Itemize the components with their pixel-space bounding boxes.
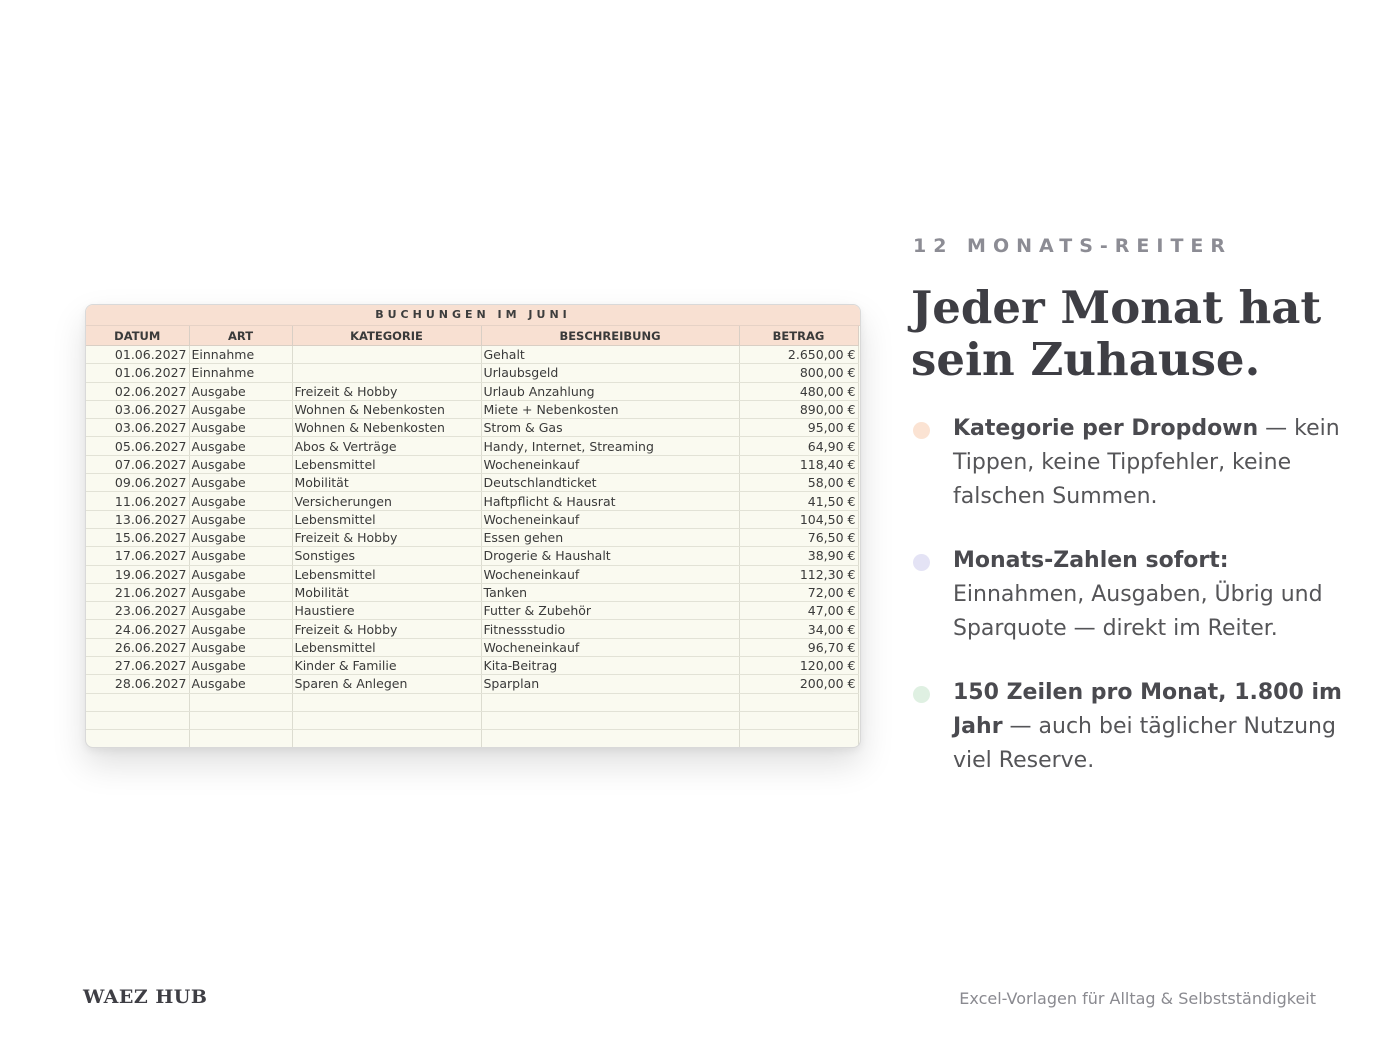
feature-text: Einnahmen, Ausgaben, Übrig und Sparquote — direkt im Reiter. (953, 582, 1323, 641)
footer-tagline: Excel-Vorlagen für Alltag & Selbstständigkeit (959, 989, 1316, 1008)
bullet-dot-icon (913, 554, 930, 571)
column-header-datum: DATUM (86, 326, 189, 346)
cell-art[interactable] (189, 693, 292, 711)
cell-datum[interactable]: 17.06.2027 (86, 547, 189, 565)
cell-kategorie[interactable]: Lebensmittel (292, 510, 481, 528)
cell-betrag[interactable]: 58,00 € (739, 474, 858, 492)
cell-kategorie[interactable] (292, 693, 481, 711)
feature-title: 150 Zeilen pro Monat, 1.800 im Jahr (953, 680, 1342, 739)
table-row (86, 583, 858, 601)
cell-art[interactable]: Ausgabe (189, 638, 292, 656)
table-row (86, 675, 858, 693)
table-row (86, 547, 858, 565)
cell-datum[interactable]: 24.06.2027 (86, 620, 189, 638)
cell-art[interactable]: Einnahme (189, 364, 292, 382)
cell-datum[interactable] (86, 711, 189, 729)
cell-betrag[interactable]: 64,90 € (739, 437, 858, 455)
table-row (86, 437, 858, 455)
cell-datum[interactable]: 01.06.2027 (86, 346, 189, 364)
cell-datum[interactable]: 27.06.2027 (86, 657, 189, 675)
cell-beschreibung[interactable]: Tanken (481, 583, 739, 601)
column-header-kategorie: KATEGORIE (292, 326, 481, 346)
table-row (86, 602, 858, 620)
column-header-art: ART (189, 326, 292, 346)
cell-kategorie[interactable]: Lebensmittel (292, 638, 481, 656)
cell-beschreibung[interactable]: Drogerie & Haushalt (481, 547, 739, 565)
cell-art[interactable]: Ausgabe (189, 400, 292, 418)
cell-beschreibung[interactable]: Urlaub Anzahlung (481, 382, 739, 400)
cell-betrag[interactable]: 95,00 € (739, 419, 858, 437)
cell-kategorie[interactable] (292, 730, 481, 748)
cell-beschreibung[interactable]: Gehalt (481, 346, 739, 364)
table-row (86, 620, 858, 638)
cell-beschreibung[interactable]: Kita-Beitrag (481, 657, 739, 675)
cell-betrag[interactable]: 120,00 € (739, 657, 858, 675)
cell-art[interactable]: Ausgabe (189, 474, 292, 492)
column-header-betrag: BETRAG (739, 326, 858, 346)
feature-list (913, 412, 1353, 808)
cell-datum[interactable] (86, 693, 189, 711)
cell-beschreibung[interactable]: Wocheneinkauf (481, 510, 739, 528)
table-row (86, 382, 858, 400)
cell-kategorie[interactable]: Wohnen & Nebenkosten (292, 400, 481, 418)
cell-beschreibung[interactable]: Urlaubsgeld (481, 364, 739, 382)
table-row (86, 364, 858, 382)
cell-betrag[interactable]: 34,00 € (739, 620, 858, 638)
table-row (86, 730, 858, 748)
cell-art[interactable]: Ausgabe (189, 419, 292, 437)
cell-kategorie[interactable]: Kinder & Familie (292, 657, 481, 675)
cell-kategorie[interactable] (292, 711, 481, 729)
cell-beschreibung[interactable]: Essen gehen (481, 528, 739, 546)
cell-betrag[interactable]: 104,50 € (739, 510, 858, 528)
cell-beschreibung[interactable]: Haftpflicht & Hausrat (481, 492, 739, 510)
cell-betrag[interactable]: 890,00 € (739, 400, 858, 418)
cell-datum[interactable]: 13.06.2027 (86, 510, 189, 528)
table-row (86, 419, 858, 437)
feature-title: Monats-Zahlen sofort: (953, 548, 1229, 573)
cell-datum[interactable]: 23.06.2027 (86, 602, 189, 620)
cell-betrag[interactable]: 112,30 € (739, 565, 858, 583)
cell-kategorie[interactable]: Wohnen & Nebenkosten (292, 419, 481, 437)
cell-art[interactable]: Ausgabe (189, 510, 292, 528)
table-row (86, 657, 858, 675)
table-body (86, 346, 858, 749)
cell-art[interactable]: Ausgabe (189, 547, 292, 565)
cell-art[interactable]: Ausgabe (189, 528, 292, 546)
cell-betrag[interactable]: 41,50 € (739, 492, 858, 510)
cell-kategorie[interactable]: Sparen & Anlegen (292, 675, 481, 693)
cell-beschreibung[interactable]: Fitnessstudio (481, 620, 739, 638)
cell-beschreibung[interactable]: Futter & Zubehör (481, 602, 739, 620)
cell-betrag[interactable]: 38,90 € (739, 547, 858, 565)
cell-kategorie[interactable]: Freizeit & Hobby (292, 382, 481, 400)
feature-text: — auch bei täglicher Nutzung viel Reserve. (953, 714, 1336, 773)
cell-kategorie[interactable] (292, 346, 481, 364)
cell-datum[interactable]: 15.06.2027 (86, 528, 189, 546)
cell-kategorie[interactable]: Freizeit & Hobby (292, 620, 481, 638)
cell-betrag[interactable]: 2.650,00 € (739, 346, 858, 364)
cell-kategorie[interactable]: Abos & Verträge (292, 437, 481, 455)
cell-betrag[interactable] (739, 693, 858, 711)
table-row (86, 565, 858, 583)
column-header-beschreibung: BESCHREIBUNG (481, 326, 739, 346)
cell-betrag[interactable] (739, 730, 858, 748)
cell-kategorie[interactable]: Sonstiges (292, 547, 481, 565)
cell-betrag[interactable]: 96,70 € (739, 638, 858, 656)
cell-art[interactable] (189, 730, 292, 748)
cell-art[interactable]: Ausgabe (189, 583, 292, 601)
cell-beschreibung[interactable] (481, 711, 739, 729)
headline: Jeder Monat hat sein Zuhause. (911, 281, 1322, 386)
cell-datum[interactable]: 07.06.2027 (86, 455, 189, 473)
cell-beschreibung[interactable]: Wocheneinkauf (481, 638, 739, 656)
cell-beschreibung[interactable] (481, 693, 739, 711)
cell-datum[interactable]: 11.06.2027 (86, 492, 189, 510)
cell-datum[interactable] (86, 730, 189, 748)
cell-beschreibung[interactable] (481, 730, 739, 748)
cell-datum[interactable]: 28.06.2027 (86, 675, 189, 693)
cell-beschreibung[interactable]: Strom & Gas (481, 419, 739, 437)
cell-art[interactable]: Einnahme (189, 346, 292, 364)
cell-datum[interactable]: 26.06.2027 (86, 638, 189, 656)
cell-datum[interactable]: 05.06.2027 (86, 437, 189, 455)
cell-datum[interactable]: 03.06.2027 (86, 419, 189, 437)
table-row (86, 474, 858, 492)
cell-art[interactable]: Ausgabe (189, 455, 292, 473)
cell-art[interactable]: Ausgabe (189, 382, 292, 400)
cell-art[interactable]: Ausgabe (189, 602, 292, 620)
table-row (86, 638, 858, 656)
cell-kategorie[interactable]: Lebensmittel (292, 565, 481, 583)
feature-text: — kein Tippen, keine Tippfehler, keine falschen Summen. (953, 416, 1340, 509)
section-kicker: 12 MONATS-REITER (913, 235, 1233, 257)
sheet-title: BUCHUNGEN IM JUNI (86, 305, 860, 326)
brand-logo-text: WAEZ HUB (83, 986, 208, 1008)
cell-kategorie[interactable]: Mobilität (292, 474, 481, 492)
table-row (86, 711, 858, 729)
cell-art[interactable] (189, 711, 292, 729)
cell-art[interactable]: Ausgabe (189, 437, 292, 455)
cell-beschreibung[interactable]: Handy, Internet, Streaming (481, 437, 739, 455)
cell-datum[interactable]: 21.06.2027 (86, 583, 189, 601)
cell-kategorie[interactable]: Haustiere (292, 602, 481, 620)
cell-kategorie[interactable]: Versicherungen (292, 492, 481, 510)
feature-title: Kategorie per Dropdown (953, 416, 1259, 441)
cell-betrag[interactable]: 480,00 € (739, 382, 858, 400)
cell-kategorie[interactable] (292, 364, 481, 382)
cell-datum[interactable]: 09.06.2027 (86, 474, 189, 492)
cell-datum[interactable]: 19.06.2027 (86, 565, 189, 583)
cell-datum[interactable]: 02.06.2027 (86, 382, 189, 400)
cell-beschreibung[interactable]: Deutschlandticket (481, 474, 739, 492)
cell-art[interactable]: Ausgabe (189, 492, 292, 510)
cell-betrag[interactable]: 118,40 € (739, 455, 858, 473)
bullet-dot-icon (913, 686, 930, 703)
cell-art[interactable]: Ausgabe (189, 565, 292, 583)
cell-art[interactable]: Ausgabe (189, 675, 292, 693)
cell-betrag[interactable]: 47,00 € (739, 602, 858, 620)
cell-datum[interactable]: 03.06.2027 (86, 400, 189, 418)
cell-beschreibung[interactable]: Wocheneinkauf (481, 455, 739, 473)
table-header-row (86, 326, 858, 346)
cell-kategorie[interactable]: Lebensmittel (292, 455, 481, 473)
bookings-table (86, 326, 859, 748)
feature-item-rows (913, 676, 1353, 778)
cell-beschreibung[interactable]: Miete + Nebenkosten (481, 400, 739, 418)
spreadsheet-preview (85, 304, 861, 748)
cell-betrag[interactable]: 200,00 € (739, 675, 858, 693)
cell-beschreibung[interactable]: Wocheneinkauf (481, 565, 739, 583)
feature-item-monthly-figures (913, 544, 1353, 646)
cell-art[interactable]: Ausgabe (189, 620, 292, 638)
table-row (86, 528, 858, 546)
cell-art[interactable]: Ausgabe (189, 657, 292, 675)
feature-item-dropdown (913, 412, 1353, 514)
cell-betrag[interactable]: 72,00 € (739, 583, 858, 601)
cell-betrag[interactable] (739, 711, 858, 729)
cell-beschreibung[interactable]: Sparplan (481, 675, 739, 693)
cell-kategorie[interactable]: Mobilität (292, 583, 481, 601)
cell-kategorie[interactable]: Freizeit & Hobby (292, 528, 481, 546)
bullet-dot-icon (913, 422, 930, 439)
table-row (86, 510, 858, 528)
table-row (86, 346, 858, 364)
cell-betrag[interactable]: 76,50 € (739, 528, 858, 546)
table-row (86, 693, 858, 711)
table-row (86, 455, 858, 473)
table-row (86, 492, 858, 510)
table-row (86, 400, 858, 418)
cell-betrag[interactable]: 800,00 € (739, 364, 858, 382)
cell-datum[interactable]: 01.06.2027 (86, 364, 189, 382)
